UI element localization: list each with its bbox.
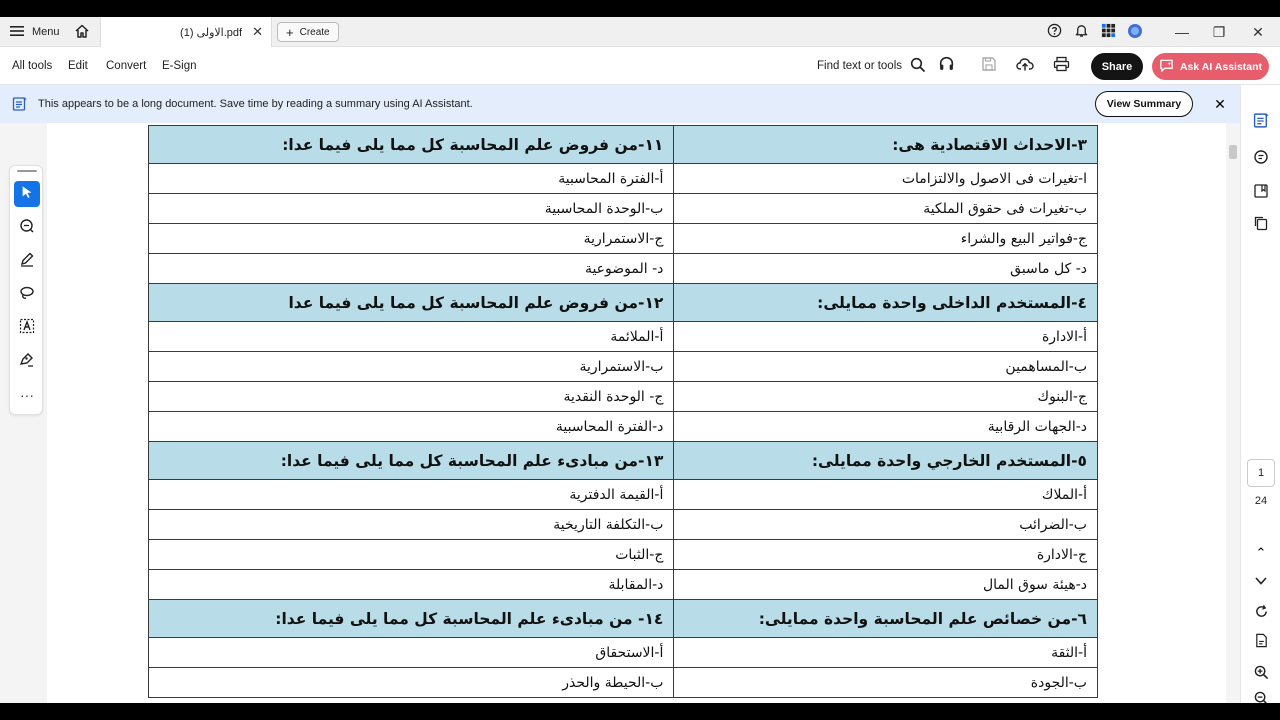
option-text-right: ب-الضرائب: [674, 510, 1098, 540]
option-text-right: أ-الثقة: [674, 638, 1098, 668]
option-text-left: ب-الاستمرارية: [149, 352, 674, 382]
answer-option-row: [149, 570, 1098, 600]
title-bar: [0, 17, 1280, 47]
ai-assistant-icon: [1159, 58, 1174, 76]
pen-icon: [19, 251, 35, 272]
refresh-icon: [1254, 604, 1269, 624]
pdf-page: [47, 123, 1226, 703]
answer-option-row: [149, 412, 1098, 442]
option-text-right: د- كل ماسبق: [674, 254, 1098, 284]
close-banner-icon[interactable]: ✕: [1214, 95, 1226, 112]
previous-page-icon[interactable]: ⌃: [1255, 545, 1267, 560]
question-text-left: ١٣-من مبادىء علم المحاسبة كل مما يلى فيما عدا:: [149, 442, 674, 480]
avatar-icon: [1127, 23, 1143, 42]
question-text-left: ١٤- من مبادىء علم المحاسبة كل مما يلى فيما عدا:: [149, 600, 674, 638]
question-text-right: ٥-المستخدم الخارجي واحدة ممايلى:: [674, 442, 1098, 480]
current-page-input[interactable]: 1: [1247, 459, 1275, 487]
edit-menu[interactable]: Edit: [68, 60, 88, 72]
menu-button[interactable]: [10, 17, 60, 47]
plus-icon: +: [286, 24, 294, 40]
taskbar-strip: [0, 703, 1280, 720]
option-text-right: ب-تغيرات فى حقوق الملكية: [674, 194, 1098, 224]
ai-summary-banner: [0, 85, 1240, 123]
answer-option-row: [149, 668, 1098, 698]
close-window-icon[interactable]: ✕: [1252, 23, 1264, 40]
answer-option-row: [149, 540, 1098, 570]
notifications-button[interactable]: [1069, 17, 1093, 47]
option-text-right: أ-الادارة: [674, 322, 1098, 352]
help-icon: [1047, 23, 1062, 41]
find-tools-button[interactable]: [817, 47, 926, 85]
home-icon: [74, 23, 90, 42]
option-text-left: أ-الاستحقاق: [149, 638, 674, 668]
view-summary-button[interactable]: View Summary: [1095, 91, 1193, 117]
account-button[interactable]: [1123, 17, 1147, 47]
main-toolbar: [0, 47, 1280, 85]
question-header-row: [149, 284, 1098, 322]
all-tools-menu[interactable]: All tools: [12, 60, 53, 72]
answer-option-row: [149, 224, 1098, 254]
page-fit-button[interactable]: [1249, 631, 1273, 655]
right-sidebar: [1240, 85, 1280, 703]
vertical-scrollbar[interactable]: [1226, 123, 1240, 703]
copy-pages-icon: [1253, 215, 1269, 236]
questions-table: [148, 125, 1098, 698]
page-fit-icon: [1254, 633, 1269, 653]
print-button[interactable]: [1051, 56, 1071, 76]
option-text-left: ب-الوحدة المحاسبية: [149, 194, 674, 224]
option-text-left: ج-الاستمرارية: [149, 224, 674, 254]
text-tool-button[interactable]: [14, 315, 40, 341]
answer-option-row: [149, 164, 1098, 194]
highlight-tool-button[interactable]: [14, 248, 40, 274]
esign-menu[interactable]: E-Sign: [162, 60, 197, 72]
option-text-right: ج-الادارة: [674, 540, 1098, 570]
question-text-left: ١٢-من فروض علم المحاسبة كل مما يلى فيما عدا: [149, 284, 674, 322]
menu-label: Menu: [32, 26, 60, 38]
answer-option-row: [149, 254, 1098, 284]
create-button[interactable]: [277, 22, 339, 42]
option-text-right: د-هيئة سوق المال: [674, 570, 1098, 600]
option-text-left: أ-الفترة المحاسبية: [149, 164, 674, 194]
question-text-right: ٣-الاحداث الاقتصادية هى:: [674, 126, 1098, 164]
zoom-in-button[interactable]: [1249, 663, 1273, 687]
option-text-right: ا-تغيرات فى الاصول والالتزامات: [674, 164, 1098, 194]
draw-tool-button[interactable]: [14, 282, 40, 308]
select-tool-button[interactable]: [14, 181, 40, 207]
question-header-row: [149, 600, 1098, 638]
restore-icon[interactable]: ❐: [1212, 23, 1226, 40]
tab-title: الاولى (1).pdf: [180, 26, 243, 39]
signature-pen-icon: [19, 352, 35, 373]
ai-summary-icon: [1253, 112, 1270, 134]
sign-tool-button[interactable]: [14, 349, 40, 375]
ai-button-label: Ask AI Assistant: [1179, 60, 1263, 73]
answer-option-row: [149, 510, 1098, 540]
printer-icon: [1053, 56, 1070, 77]
question-text-right: ٤-المستخدم الداخلى واحدة ممايلى:: [674, 284, 1098, 322]
comments-panel-button[interactable]: [1249, 147, 1273, 171]
save-button[interactable]: [979, 56, 999, 76]
read-aloud-button[interactable]: [936, 56, 956, 76]
option-text-right: د-الجهات الرقابية: [674, 412, 1098, 442]
option-text-left: ج-الثبات: [149, 540, 674, 570]
home-button[interactable]: [70, 17, 94, 47]
chevron-down-icon: [1255, 572, 1267, 590]
scroll-thumb[interactable]: [1229, 145, 1237, 159]
upload-button[interactable]: [1015, 56, 1035, 76]
text-box-icon: [19, 318, 35, 339]
summary-icon: [12, 96, 28, 117]
cursor-icon: [20, 185, 34, 204]
option-text-left: د-المقابلة: [149, 570, 674, 600]
save-icon: [981, 56, 997, 77]
find-label: Find text or tools: [817, 60, 903, 72]
apps-button[interactable]: [1096, 17, 1120, 47]
zoom-out-icon: [1254, 691, 1269, 703]
option-text-right: أ-الملاك: [674, 480, 1098, 510]
option-text-left: د- الموضوعية: [149, 254, 674, 284]
pages-panel-button[interactable]: [1249, 213, 1273, 237]
answer-option-row: [149, 194, 1098, 224]
bookmarks-panel-button[interactable]: [1249, 181, 1273, 205]
ai-sidebar-button[interactable]: [1249, 111, 1273, 135]
ask-ai-assistant-button[interactable]: [1152, 53, 1269, 80]
answer-option-row: [149, 322, 1098, 352]
minimize-icon[interactable]: —: [1175, 24, 1189, 40]
option-text-left: ب-التكلفة التاريخية: [149, 510, 674, 540]
create-label: Create: [299, 26, 330, 38]
answer-option-row: [149, 382, 1098, 412]
banner-message: This appears to be a long document. Save time by reading a summary using AI Assistant.: [38, 98, 473, 110]
total-pages: 24: [1254, 495, 1268, 507]
search-icon: [910, 57, 926, 76]
acrobat-window: [0, 17, 1280, 703]
zoom-out-button[interactable]: [1249, 689, 1273, 703]
comments-icon: [1253, 149, 1269, 170]
option-text-right: ج-فواتير البيع والشراء: [674, 224, 1098, 254]
share-button[interactable]: Share: [1091, 53, 1143, 80]
option-text-right: ب-الجودة: [674, 668, 1098, 698]
close-tab-icon[interactable]: ✕: [252, 24, 263, 39]
quick-tools-rail: [9, 165, 43, 415]
option-text-left: أ-الملائمة: [149, 322, 674, 352]
answer-option-row: [149, 352, 1098, 382]
next-page-button[interactable]: [1249, 569, 1273, 593]
rail-drag-handle[interactable]: [17, 170, 37, 172]
question-text-left: ١١-من فروض علم المحاسبة كل مما يلى فيما عدا:: [149, 126, 674, 164]
cloud-upload-icon: [1016, 56, 1034, 77]
option-text-right: ج-البنوك: [674, 382, 1098, 412]
answer-option-row: [149, 480, 1098, 510]
convert-menu[interactable]: Convert: [106, 60, 147, 72]
question-text-right: ٦-من خصائص علم المحاسبة واحدة ممايلى:: [674, 600, 1098, 638]
bookmark-icon: [1253, 183, 1269, 204]
question-header-row: [149, 442, 1098, 480]
zoom-in-icon: [1254, 665, 1269, 685]
hamburger-icon: [10, 25, 24, 40]
answer-option-row: [149, 638, 1098, 668]
tab-document[interactable]: [100, 17, 272, 47]
option-text-left: ب-الحيطة والحذر: [149, 668, 674, 698]
help-button[interactable]: [1042, 17, 1066, 47]
option-text-left: ج- الوحدة النقدية: [149, 382, 674, 412]
bell-icon: [1074, 23, 1089, 41]
option-text-left: د-الفترة المحاسبية: [149, 412, 674, 442]
question-header-row: [149, 126, 1098, 164]
comment-tool-button[interactable]: [14, 215, 40, 241]
rotate-button[interactable]: [1249, 602, 1273, 626]
comment-icon: [19, 218, 35, 239]
lasso-icon: [19, 285, 35, 306]
more-tools-icon[interactable]: ···: [20, 387, 34, 403]
headphones-icon: [938, 55, 955, 77]
option-text-right: ب-المساهمين: [674, 352, 1098, 382]
apps-grid-icon: [1101, 23, 1116, 41]
option-text-left: أ-القيمة الدفترية: [149, 480, 674, 510]
document-viewport: [0, 123, 1240, 703]
